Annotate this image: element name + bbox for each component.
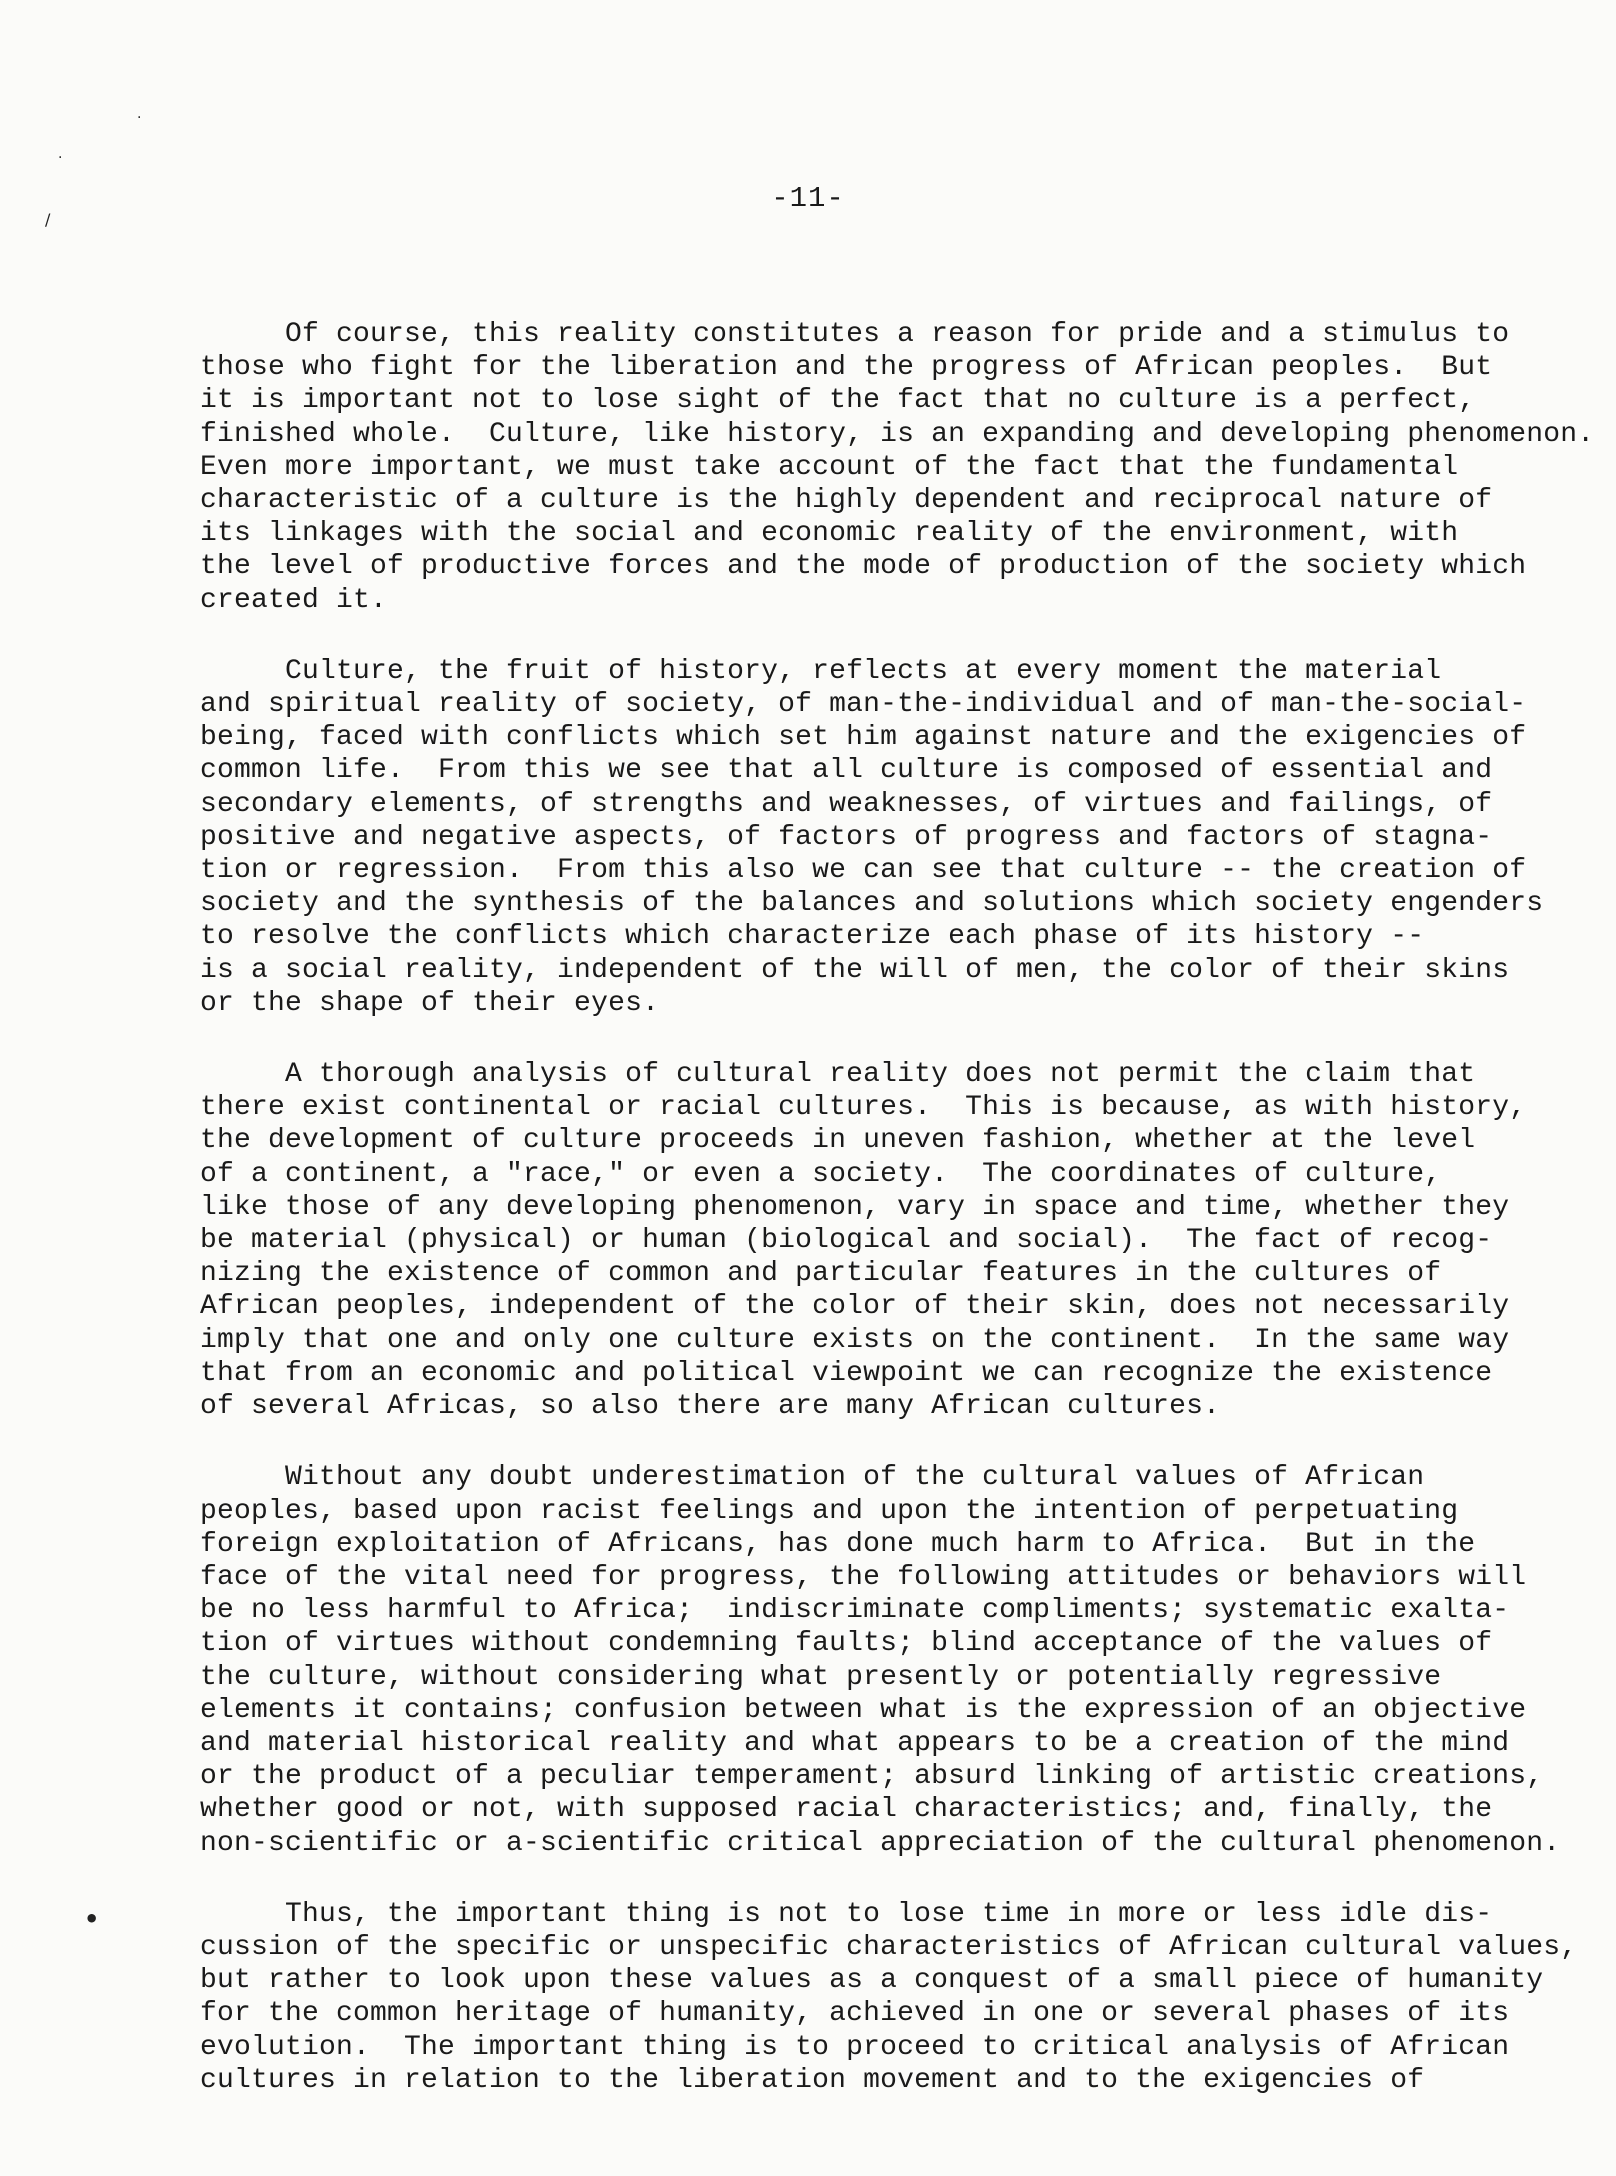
scan-speck-mark: ·	[58, 150, 63, 166]
scan-speck-mark: /	[45, 210, 51, 229]
paragraph-culture-fruit-of-history: Culture, the fruit of history, reflects at every moment the material and spiritual reality of society, of man-the-individual and of man-the-social- being, faced with conflicts which set him against nature and the exigencies of common life. From this we see that all culture is composed of essential and secondary elements, of strengths and weaknesses, of virtues and failings, of positive and negative aspects, of factors of progress and factors of stagna- tion or regression. From this also we can see that culture -- the creation of society and the synthesis of the balances and solutions which society engenders to resolve the conflicts which characterize each phase of its history -- is a social reality, independent of the will of men, the color of their skins or the shape of their eyes.	[200, 655, 1544, 1019]
paragraph-culture-reality: Of course, this reality constitutes a reason for pride and a stimulus to those who fight for the liberation and the progress of African peoples. But it is important not to lose sight of the fact that no culture is a perfect, finished whole. Culture, like history, is an expanding and developing phenomenon. Even more important, we must take account of the fact that the fundamental characteristic of a culture is the highly dependent and reciprocal nature of its linkages with the social and economic reality of the environment, with the level of productive forces and the mode of production of the society which created it.	[200, 319, 1595, 616]
document-body	[200, 318, 1595, 2135]
scan-speck-mark: ·	[137, 110, 142, 126]
paragraph-cultural-analysis: A thorough analysis of cultural reality does not permit the claim that there exist continental or racial cultures. This is because, as with history, the development of culture proceeds in uneven fashion, whether at the level of a continent, a "race," or even a society. The coordinates of culture, like those of any developing phenomenon, vary in space and time, whether they be material (physical) or human (biological and social). The fact of recog- nizing the existence of common and particular features in the cultures of African peoples, independent of the color of their skin, does not necessarily imply that one and only one culture exists on the continent. In the same way that from an economic and political viewpoint we can recognize the existence of several Africas, so also there are many African cultures.	[200, 1059, 1527, 1423]
paragraph-underestimation: Without any doubt underestimation of the cultural values of African peoples, based upon racist feelings and upon the intention of perpetuating foreign exploitation of Africans, has done much harm to Africa. But in the face of the vital need for progress, the following attitudes or behaviors will be no less harmful to Africa; indiscriminate compliments; systematic exalta- tion of virtues without condemning faults; blind acceptance of the values of the culture, without considering what presently or potentially regressive elements it contains; confusion between what is the expression of an objective and material historical reality and what appears to be a creation of the mind or the product of a peculiar temperament; absurd linking of artistic creations, whether good or not, with supposed racial characteristics; and, finally, the non-scientific or a-scientific critical appreciation of the cultural phenomenon.	[200, 1462, 1561, 1859]
page-number: -11-	[771, 182, 845, 215]
scan-ink-mark: •	[84, 1905, 100, 1933]
paragraph-important-thing: Thus, the important thing is not to lose time in more or less idle dis- cussion of the specific or unspecific characteristics of African cultural values, but rather to look upon these values as a conquest of a small piece of humanity for the common heritage of humanity, achieved in one or several phases of its evolution. The important thing is to proceed to critical analysis of African cultures in relation to the liberation movement and to the exigencies of	[200, 1898, 1578, 2096]
